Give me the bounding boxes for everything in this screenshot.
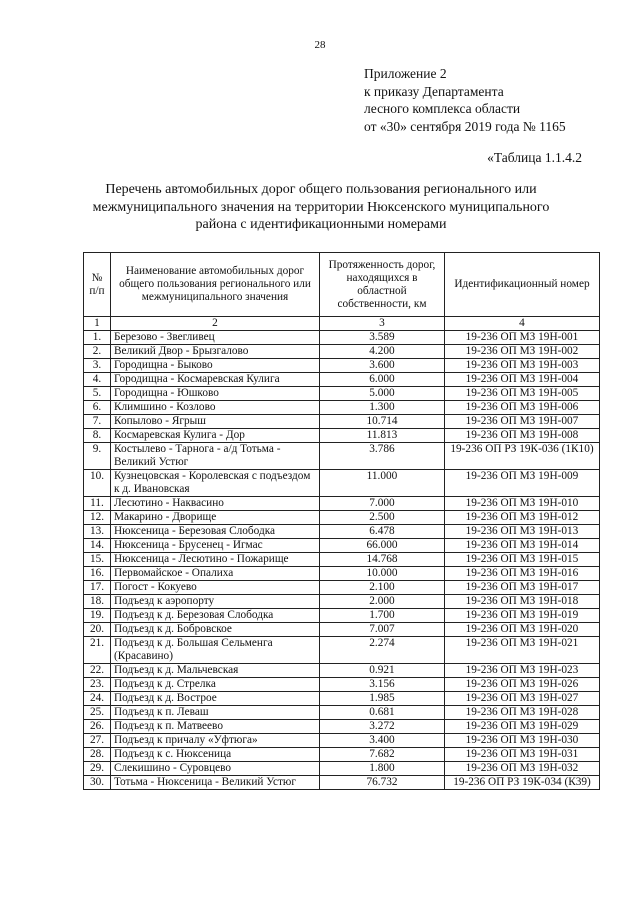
column-number: 2 [111, 317, 320, 331]
road-id: 19-236 ОП МЗ 19Н-028 [445, 706, 600, 720]
table-row [84, 443, 600, 470]
table-row [84, 359, 600, 373]
road-id: 19-236 ОП МЗ 19Н-008 [445, 429, 600, 443]
row-number: 3. [84, 359, 111, 373]
road-length: 6.478 [320, 525, 445, 539]
road-name: Лесютино - Наквасино [111, 497, 320, 511]
road-length: 7.007 [320, 623, 445, 637]
row-number: 4. [84, 373, 111, 387]
road-name: Подъезд к причалу «Уфтюга» [111, 734, 320, 748]
road-id: 19-236 ОП МЗ 19Н-026 [445, 678, 600, 692]
road-length: 6.000 [320, 373, 445, 387]
row-number: 18. [84, 595, 111, 609]
table-row [84, 415, 600, 429]
row-number: 30. [84, 776, 111, 790]
road-name: Нюксеница - Лесютино - Пожарище [111, 553, 320, 567]
road-name: Городищна - Юшково [111, 387, 320, 401]
row-number: 23. [84, 678, 111, 692]
title-line: Перечень автомобильных дорог общего пользования регионального или [105, 182, 537, 197]
table-row [84, 748, 600, 762]
title-line: района с идентификационными номерами [195, 217, 447, 232]
road-name: Березово - Звегливец [111, 331, 320, 345]
road-length: 3.272 [320, 720, 445, 734]
row-number: 19. [84, 609, 111, 623]
road-id: 19-236 ОП МЗ 19Н-029 [445, 720, 600, 734]
table-row [84, 762, 600, 776]
road-name: Макарино - Дворище [111, 511, 320, 525]
road-length: 2.000 [320, 595, 445, 609]
table-row [84, 387, 600, 401]
appendix-line: от «30» сентября 2019 года № 1165 [364, 118, 566, 134]
road-id: 19-236 ОП МЗ 19Н-012 [445, 511, 600, 525]
road-length: 14.768 [320, 553, 445, 567]
row-number: 8. [84, 429, 111, 443]
table-row [84, 497, 600, 511]
road-name: Тотьма - Нюксеница - Великий Устюг [111, 776, 320, 790]
road-id: 19-236 ОП МЗ 19Н-017 [445, 581, 600, 595]
row-number: 20. [84, 623, 111, 637]
row-number: 29. [84, 762, 111, 776]
table-row [84, 331, 600, 345]
road-length: 1.700 [320, 609, 445, 623]
road-name: Подъезд к п. Леваш [111, 706, 320, 720]
table-header-row [84, 253, 600, 317]
road-name: Подъезд к п. Матвеево [111, 720, 320, 734]
header-number: № п/п [84, 253, 111, 317]
road-name: Копылово - Ягрыш [111, 415, 320, 429]
row-number: 14. [84, 539, 111, 553]
table-row [84, 609, 600, 623]
road-name: Первомайское - Опалиха [111, 567, 320, 581]
road-length: 1.300 [320, 401, 445, 415]
row-number: 21. [84, 637, 111, 664]
column-number: 3 [320, 317, 445, 331]
row-number: 24. [84, 692, 111, 706]
appendix-line: лесного комплекса области [364, 101, 521, 116]
road-name: Подъезд к д. Березовая Слободка [111, 609, 320, 623]
road-name: Слекишино - Суровцево [111, 762, 320, 776]
table-row [84, 734, 600, 748]
road-length: 7.682 [320, 748, 445, 762]
road-length: 11.000 [320, 470, 445, 497]
row-number: 25. [84, 706, 111, 720]
road-length: 4.200 [320, 345, 445, 359]
road-name: Подъезд к аэропорту [111, 595, 320, 609]
table-row [84, 345, 600, 359]
appendix-line: к приказу Департамента [364, 83, 504, 99]
road-name: Городищна - Быково [111, 359, 320, 373]
row-number: 1. [84, 331, 111, 345]
table-row [84, 664, 600, 678]
table-row [84, 581, 600, 595]
row-number: 17. [84, 581, 111, 595]
road-length: 1.800 [320, 762, 445, 776]
road-id: 19-236 ОП МЗ 19Н-018 [445, 595, 600, 609]
row-number: 10. [84, 470, 111, 497]
road-id: 19-236 ОП МЗ 19Н-015 [445, 553, 600, 567]
header-name: Наименование автомобильных дорог общего пользования регионального или межмуниципального значения [111, 253, 320, 317]
row-number: 9. [84, 443, 111, 470]
title-line: межмуниципального значения на территории Нюксенского муниципального [92, 199, 550, 215]
road-id: 19-236 ОП МЗ 19Н-007 [445, 415, 600, 429]
road-name: Климшино - Козлово [111, 401, 320, 415]
header-id: Идентификационный номер [445, 253, 600, 317]
road-id: 19-236 ОП МЗ 19Н-032 [445, 762, 600, 776]
table-row [84, 525, 600, 539]
road-id: 19-236 ОП МЗ 19Н-023 [445, 664, 600, 678]
table-row [84, 539, 600, 553]
row-number: 16. [84, 567, 111, 581]
road-length: 10.000 [320, 567, 445, 581]
road-id: 19-236 ОП МЗ 19Н-014 [445, 539, 600, 553]
road-length: 3.156 [320, 678, 445, 692]
road-name: Погост - Кокуево [111, 581, 320, 595]
road-name: Городищна - Космаревская Кулига [111, 373, 320, 387]
road-id: 19-236 ОП МЗ 19Н-004 [445, 373, 600, 387]
column-number: 1 [84, 317, 111, 331]
road-length: 1.985 [320, 692, 445, 706]
road-id: 19-236 ОП МЗ 19Н-030 [445, 734, 600, 748]
row-number: 26. [84, 720, 111, 734]
table-row [84, 692, 600, 706]
road-name: Подъезд к с. Нюксеница [111, 748, 320, 762]
road-name: Подъезд к д. Вострое [111, 692, 320, 706]
table-row [84, 595, 600, 609]
document-title [60, 181, 582, 234]
row-number: 6. [84, 401, 111, 415]
road-id: 19-236 ОП МЗ 19Н-013 [445, 525, 600, 539]
table-row [84, 553, 600, 567]
road-length: 11.813 [320, 429, 445, 443]
road-name: Космаревская Кулига - Дор [111, 429, 320, 443]
road-name: Великий Двор - Брызгалово [111, 345, 320, 359]
road-id: 19-236 ОП МЗ 19Н-010 [445, 497, 600, 511]
table-row [84, 567, 600, 581]
road-id: 19-236 ОП МЗ 19Н-006 [445, 401, 600, 415]
road-id: 19-236 ОП МЗ 19Н-003 [445, 359, 600, 373]
road-name: Подъезд к д. Большая Сельменга (Красавино) [111, 637, 320, 664]
table-row [84, 623, 600, 637]
road-length: 3.589 [320, 331, 445, 345]
road-length: 2.500 [320, 511, 445, 525]
road-length: 10.714 [320, 415, 445, 429]
column-number-row [84, 317, 600, 331]
table-row [84, 373, 600, 387]
table-row [84, 776, 600, 790]
road-length: 76.732 [320, 776, 445, 790]
row-number: 5. [84, 387, 111, 401]
road-length: 0.681 [320, 706, 445, 720]
column-number: 4 [445, 317, 600, 331]
row-number: 11. [84, 497, 111, 511]
table-label: «Таблица 1.1.4.2 [487, 150, 582, 165]
row-number: 13. [84, 525, 111, 539]
row-number: 15. [84, 553, 111, 567]
road-name: Кузнецовская - Королевская с подъездом к д. Ивановская [111, 470, 320, 497]
road-length: 66.000 [320, 539, 445, 553]
row-number: 2. [84, 345, 111, 359]
road-length: 7.000 [320, 497, 445, 511]
row-number: 27. [84, 734, 111, 748]
table-row [84, 678, 600, 692]
road-name: Костылево - Тарнога - а/д Тотьма - Великий Устюг [111, 443, 320, 470]
road-id: 19-236 ОП МЗ 19Н-019 [445, 609, 600, 623]
table-row [84, 429, 600, 443]
road-name: Нюксеница - Брусенец - Игмас [111, 539, 320, 553]
row-number: 7. [84, 415, 111, 429]
road-id: 19-236 ОП МЗ 19Н-021 [445, 637, 600, 664]
road-length: 2.100 [320, 581, 445, 595]
row-number: 12. [84, 511, 111, 525]
table-row [84, 470, 600, 497]
table-row [84, 720, 600, 734]
table-row [84, 706, 600, 720]
road-id: 19-236 ОП МЗ 19Н-005 [445, 387, 600, 401]
road-id: 19-236 ОП РЗ 19К-034 (К39) [445, 776, 600, 790]
road-length: 3.400 [320, 734, 445, 748]
road-length: 2.274 [320, 637, 445, 664]
road-id: 19-236 ОП МЗ 19Н-031 [445, 748, 600, 762]
road-name: Подъезд к д. Мальчевская [111, 664, 320, 678]
appendix-line: Приложение 2 [364, 66, 447, 81]
road-name: Подъезд к д. Бобровское [111, 623, 320, 637]
road-name: Нюксеница - Березовая Слободка [111, 525, 320, 539]
road-id: 19-236 ОП МЗ 19Н-020 [445, 623, 600, 637]
road-id: 19-236 ОП МЗ 19Н-027 [445, 692, 600, 706]
road-id: 19-236 ОП МЗ 19Н-016 [445, 567, 600, 581]
row-number: 22. [84, 664, 111, 678]
road-name: Подъезд к д. Стрелка [111, 678, 320, 692]
road-length: 3.600 [320, 359, 445, 373]
road-length: 0.921 [320, 664, 445, 678]
page-number: 28 [314, 39, 326, 51]
road-length: 5.000 [320, 387, 445, 401]
road-id: 19-236 ОП РЗ 19К-036 (1К10) [445, 443, 600, 470]
table-row [84, 637, 600, 664]
road-id: 19-236 ОП МЗ 19Н-001 [445, 331, 600, 345]
roads-table [83, 252, 600, 790]
row-number: 28. [84, 748, 111, 762]
header-length: Протяженность дорог, находящихся в областной собственности, км [320, 253, 445, 317]
table-row [84, 511, 600, 525]
table-row [84, 401, 600, 415]
road-id: 19-236 ОП МЗ 19Н-002 [445, 345, 600, 359]
road-id: 19-236 ОП МЗ 19Н-009 [445, 470, 600, 497]
road-length: 3.786 [320, 443, 445, 470]
appendix-block [364, 65, 566, 135]
